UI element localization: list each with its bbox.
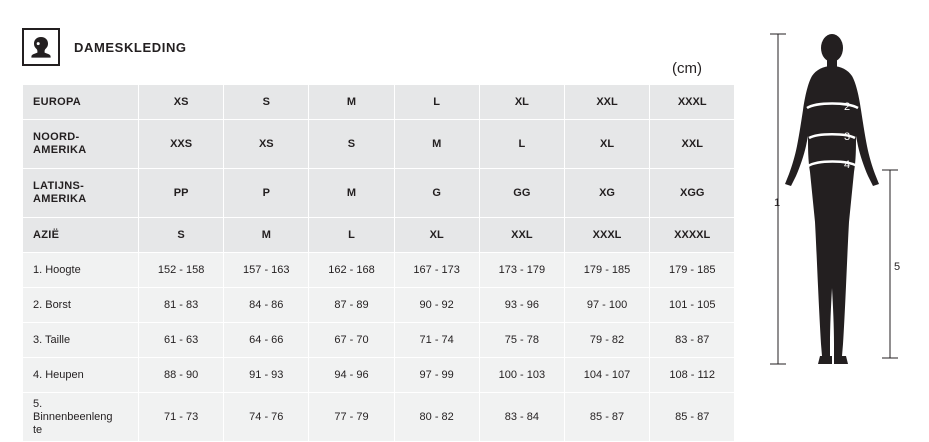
marker-5-label: 5: [894, 261, 901, 273]
cell: 87 - 89: [309, 288, 394, 323]
table-row: [23, 253, 735, 288]
cell: M: [394, 120, 479, 169]
cell: S: [309, 120, 394, 169]
marker-3-label: 3: [844, 131, 851, 143]
row-label: 3. Taille: [23, 323, 139, 358]
cell: 157 - 163: [224, 253, 309, 288]
cell: 93 - 96: [479, 288, 564, 323]
table-row: [23, 218, 735, 253]
cell: 179 - 185: [650, 253, 735, 288]
body-measurement-diagram: [760, 26, 920, 386]
cell: M: [224, 218, 309, 253]
cell: XL: [564, 120, 649, 169]
table-row: [23, 169, 735, 218]
cell: XXXXL: [650, 218, 735, 253]
row-label: EUROPA: [23, 85, 139, 120]
cell: 80 - 82: [394, 393, 479, 442]
cell: 100 - 103: [479, 358, 564, 393]
cell: 75 - 78: [479, 323, 564, 358]
cell: M: [309, 169, 394, 218]
size-table: [22, 84, 735, 442]
cell: 104 - 107: [564, 358, 649, 393]
marker-4-label: 4: [844, 159, 851, 171]
cell: L: [479, 120, 564, 169]
cell: PP: [139, 169, 224, 218]
cell: GG: [479, 169, 564, 218]
marker-1-label: 1: [774, 197, 781, 209]
cell: 79 - 82: [564, 323, 649, 358]
table-row: [23, 358, 735, 393]
cell: P: [224, 169, 309, 218]
row-label-line: LATIJNS-: [33, 180, 85, 192]
cell: 71 - 73: [139, 393, 224, 442]
cell: 91 - 93: [224, 358, 309, 393]
cell: 77 - 79: [309, 393, 394, 442]
cell: 162 - 168: [309, 253, 394, 288]
cell: 101 - 105: [650, 288, 735, 323]
cell: XL: [479, 85, 564, 120]
row-label: AZIË: [23, 218, 139, 253]
cell: S: [139, 218, 224, 253]
cell: 85 - 87: [564, 393, 649, 442]
cell: 61 - 63: [139, 323, 224, 358]
unit-label: (cm): [672, 60, 702, 77]
cell: 88 - 90: [139, 358, 224, 393]
cell: 83 - 87: [650, 323, 735, 358]
cell: 74 - 76: [224, 393, 309, 442]
table-row: [23, 393, 735, 442]
cell: 83 - 84: [479, 393, 564, 442]
cell: XG: [564, 169, 649, 218]
row-label: [23, 393, 139, 442]
cell: G: [394, 169, 479, 218]
cell: 64 - 66: [224, 323, 309, 358]
row-label-line: te: [33, 423, 43, 436]
row-label: 1. Hoogte: [23, 253, 139, 288]
table-row: [23, 120, 735, 169]
row-label: 2. Borst: [23, 288, 139, 323]
page-header: [22, 28, 187, 66]
table-row: [23, 85, 735, 120]
cell: XS: [139, 85, 224, 120]
cell: 97 - 99: [394, 358, 479, 393]
cell: M: [309, 85, 394, 120]
cell: XXL: [650, 120, 735, 169]
row-label: [23, 120, 139, 169]
cell: 81 - 83: [139, 288, 224, 323]
cell: 173 - 179: [479, 253, 564, 288]
row-label-line: Binnenbeenleng: [33, 410, 113, 423]
cell: 167 - 173: [394, 253, 479, 288]
row-label-line: AMERIKA: [33, 144, 87, 156]
cell: 179 - 185: [564, 253, 649, 288]
cell: XXXL: [650, 85, 735, 120]
cell: S: [224, 85, 309, 120]
cell: 85 - 87: [650, 393, 735, 442]
cell: 71 - 74: [394, 323, 479, 358]
row-label: [23, 169, 139, 218]
cell: XL: [394, 218, 479, 253]
cell: L: [309, 218, 394, 253]
marker-2-label: 2: [844, 101, 851, 113]
cell: XXS: [139, 120, 224, 169]
cell: 152 - 158: [139, 253, 224, 288]
cell: 94 - 96: [309, 358, 394, 393]
cell: 84 - 86: [224, 288, 309, 323]
mannequin-head-icon: [22, 28, 60, 66]
row-label-line: NOORD-: [33, 131, 80, 143]
size-table-container: [22, 84, 717, 442]
cell: 67 - 70: [309, 323, 394, 358]
cell: 108 - 112: [650, 358, 735, 393]
row-label-line: 5.: [33, 397, 43, 410]
cell: XS: [224, 120, 309, 169]
row-label: 4. Heupen: [23, 358, 139, 393]
cell: 90 - 92: [394, 288, 479, 323]
cell: XXXL: [564, 218, 649, 253]
cell: XGG: [650, 169, 735, 218]
row-label-line: AMERIKA: [33, 193, 87, 205]
cell: XXL: [564, 85, 649, 120]
cell: L: [394, 85, 479, 120]
table-row: [23, 288, 735, 323]
page-title: DAMESKLEDING: [74, 39, 187, 55]
cell: XXL: [479, 218, 564, 253]
table-row: [23, 323, 735, 358]
cell: 97 - 100: [564, 288, 649, 323]
